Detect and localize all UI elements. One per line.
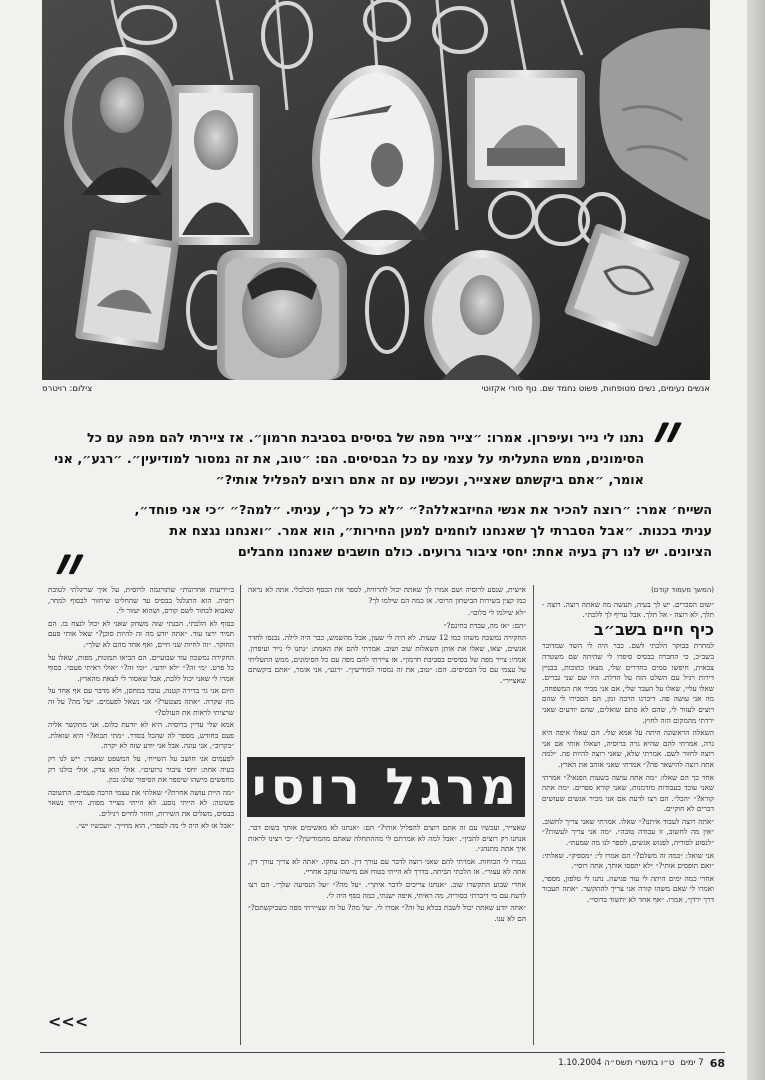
- pullquote-2: השייח׳ אמר: ״רוצה להכיר את אנשי החיזבאללה?״ ״לא כל כך״, עניתי. ״למה?״ ״כי אני פוחד״, עניתי בכנות. ״אבל הסברתי לך שאנחנו לוחמים למען החירות״, הוא אמר. ״ואנחנו נגצח את הציונים. יש לנו רק בעיה אחת: יחסי ציבור גרועים. כולם חושבים שאנחנו מחבלים: [134, 503, 712, 560]
- quote-mark-2: ״: [54, 522, 86, 621]
- paragraph: החקירה נמשכה משהו כמו 12 שעות. לא היה לי שעון, אבל מהשמש, כבר היה לילה. נכנסו לחדר אנשים, יצאו, שאלו את אותן השאלות שוב ושוב. אמרתי להם את האמת: ״נתנו לי נייר ועיפרון. אמרו: צייר מפה של בסיסים בסביבת חרמון״. אז ציירתי להם מפה עם כל הסימונים, ממש התעליתי על עצמי עם כל הבסיסים. הם: ״טוב, את זה נמסור למודיעין״. ״רגע״, אני אומר, ״אתם ביקשתם שאצייר״.: [248, 633, 526, 685]
- paragraph: אני שואל: ״כמה זה משלם?״ הם אמרו לי: ״מספיק״. שאלתי: ״ואם תופסים אותי?״ ״לא יתפסו אותך, אתה רוסי״.: [542, 850, 714, 871]
- paragraph: שאצייר, ועכשיו עם זה אתם רוצים להפליל אותי?״ הם: ״אנחנו לא מאשימים אותך בשום דבר. אנחנו רק רוצים להבין״. ״אבל למה לא אמרתם לי מההתחלה שאתם מהמודיעין?״ ״כי רצינו לראות איך אתה מתנהג״.: [248, 823, 526, 854]
- photo-caption: אנשים נעימים, נשים מטופחות, פשוט נחמד שם. נוף סורי אקזוטי: [481, 384, 710, 394]
- article-column-middle-top: [248, 585, 526, 753]
- keychains-photo: [42, 0, 710, 380]
- quote-mark-1: ״: [652, 390, 684, 489]
- article-column-left: [48, 585, 234, 1005]
- paragraph: ״הם: ״אז מה, עבדת בחינם?״: [443, 620, 526, 630]
- paragraph: לפעמים אני חושב על השייח׳, על המשפט שאמר: ״יש לנו רק בעיה אחת: יחסי ציבור גרועים״. אולי הוא צדק. אולי כולנו רק מחפשים מישהו שיספר את הסיפור שלנו נכון.: [48, 753, 234, 785]
- page-footer: [40, 1052, 725, 1073]
- paragraph: ״אתה רוצה לעבוד איתנו?״ שאלו. אמרתי שאני צריך לחשוב. ״אין מה לחשוב, זו עבודה טובה״. ״מה אני צריך לעשות?״ ״לנסוע לסוריה, לפגוש אנשים, לספר לנו מה שמעת״.: [542, 816, 714, 848]
- paragraph: אחרי כמה ימים היתה לי עוד פגישה. נתנו לי טלפון, מספר, ואמרו לי שאם משהו קורה אני צריך להתקשר. ״אתה תעבור דרך ירדן״, אמרו. ״אף אחד לא יחשוד ברוסי״.: [542, 873, 714, 905]
- keychain-dome-2: [75, 229, 179, 350]
- photo-caption-row: [42, 380, 710, 398]
- page-edge: [747, 0, 765, 1080]
- paragraph: אחר כך הם שאלו: ״מה אתה עושה בשעות הפנאי?״ אמרתי שאני עובד בעבודות מזדמנות, שאני קורא ספרים. ״מה אתה קורא?״ ״הכל״. הם רצו לדעת אם אני מכיר אנשים שעושים דברים לא חוקיים.: [542, 772, 714, 814]
- keychains-illustration: [42, 0, 710, 380]
- paragraph: למחרת בבוקר הלכתי לשם. כבר היה לי השד שמדובר בשב״כ, כי החברה בבסיס סיפרו לי שהיתה שם משטרה צבאית, חיפשו סמים בחדרים שלי, מצאו כתובות, בבניין דירות רגיל עם השלט הזה על הדלת. היו שם שני גברים. שאלו עליי, שאלו על העבר שלי, אם אני מכיר את המשפחה, מה אני עושה פה. דיברנו הרבה זמן, הם הסבירו לי שהם רוצים לעזור לי, שהם לא סתם שואלים, שהם יודעים שאני ירדתי מהמקום הזה לחוץ.: [542, 641, 714, 725]
- article-column-middle-bottom: [248, 823, 526, 1045]
- paragraph: ב״ידיעות אחרונות״ שתורגמה לרוסית, על איך שריגלתי לטובת רוסיה. הוא התגלגל בבסיס עד שהחליט שיחזור לבסוף למחר, שאבוא לבחור לשם קורס, ושהוא יעזור לי.: [48, 585, 234, 616]
- paragraph: אישית, שנסע לרוסיה ושם אמרו לך שאתה יכול להרוויח, לספר את הכסף הכלכלי. אתה לא נראה כמו קצין בשירות הביטחון הרוסי. אז כמה הם שילמו לך?: [248, 585, 526, 605]
- continue-marker: <<<: [48, 1012, 89, 1031]
- paragraph: החקירה נמשכה עוד שבועיים. הם הביאו תמונות, מפות, שאלו על כל פרט. ״מי זה?״ ״לא יודע״. ״ומי זה?״ ״אולי ראיתי פעם״. בסוף אמרו לי שאני יכול ללכת, אבל שאסור לי לצאת מהארץ.: [48, 652, 234, 683]
- paragraph: ״לא שילמו לי כלום״.: [467, 608, 526, 618]
- pullquote-1: נתנו לי נייר ועיפרון. אמרו: ״צייר מפה של בסיסים בסביבת חרמון״. אז ציירתי להם מפה עם כל הסימונים, ממש התעליתי על עצמי עם כל הבסיסים. הם: ״טוב, את זה נמסור למודיעין״. ״רגע״, אני אומר, ״אתם ביקשתם שאצייר, ועכשיו עם זה אתם רוצים להפליל אותי?״: [54, 431, 644, 488]
- paragraph: אחרי שבוע התקשרו שוב. ״אנחנו צריכים לדבר איתך״. ״על מה?״ ״על הנסיעה שלך״. הם רצו לדעת עם מי דיברתי בסוריה, מה ראיתי, איפה ישנתי, כמה כסף היה לי.: [248, 879, 526, 900]
- column-rule-1: [240, 585, 241, 1045]
- paragraph: ״אתה יודע שאתה יכול לשבת בכלא על זה?״ אמרו לי. ״על מה? על זה שציירתי מפה כשביקשתם?״ הם לא ענו.: [248, 903, 526, 923]
- column-rule-2: [533, 585, 534, 1045]
- article-subhead: כיף חיים בשב״ב: [593, 619, 714, 639]
- paragraph: אמא שלי עדיין ברוסיה. היא לא יודעת כלום. אני מתקשר אליה פעם בחודש, מספר לה שהכל בסדר. ״מתי תבוא?״ היא שואלת. ״בקרוב״, אני עונה. אבל אני יודע שזה לא יקרה.: [48, 720, 234, 751]
- paragraph: בסוף לא הלכתי. הבנתי שזה משחק שאני לא יכול לנצח בו. הם תמיד ירצו עוד. ״אתה יודע מה זה להיות סוכן?״ שאל אותי פעם החוקר. ״זה לחיות שני חיים, ואף אחד מהם לא שלך״.: [48, 618, 234, 649]
- page-number: 68: [709, 1056, 725, 1070]
- footer-date: ט״ו בתשרי תשס״ה 1.10.2004: [558, 1058, 675, 1068]
- paragraph: היום אני גר בדירה קטנה, עובד במחסן, ולא מדבר עם אף אחד על מה שקרה. ״אתה מצטער?״ אני נשאל לפעמים. ״על מה? על זה שרציתי לראות את העולם?״: [48, 686, 234, 717]
- continued-note: (המשך מעמוד קודם): [651, 586, 714, 594]
- photo-credit: צילום: רויטרס: [42, 384, 93, 394]
- paragraph: ״אבל אז לא היה לי מה לספר״, הוא מחייך. ״ועכשיו יש״.: [76, 821, 234, 831]
- paragraph: נגמרו לי הכוחות. אמרתי להם שאני רוצה לדבר עם עורך דין. הם צחקו. ״אתה לא צריך עורך דין, אתה לא עצור״. אז הלכתי הביתה. בדרך לא הייתי בטוח אם מישהו עוקב אחריי.: [248, 856, 526, 877]
- paragraph: ״מה היית עושה אחרת?״ שאלתי את עצמי הרבה פעמים. התשובה פשוטה: לא הייתי נוסע. לא הייתי מצייר מפות. הייתי נשאר בבסיס, משלים את השירות, וחוזר לחיים רגילים.: [48, 787, 234, 818]
- footer-section: 7 ימים: [680, 1058, 704, 1068]
- paragraph: ״שום הסברים. יש לך בעיה, תעשה מה שאתה רוצה. רוצה - תלך, לא רוצה - אל תלך. אבל עדיף לך ללכת״.: [542, 599, 714, 620]
- article-column-right: [542, 585, 714, 1045]
- article-headline: מרגל רוסי: [247, 757, 525, 817]
- paragraph: השאלה הראשונה היתה על אמא שלי. הם שאלו איפה היא גרה, אמרתי להם שהיא גרה ברוסיה, ושאלו אותי אם אני רוצה לחזור לשם. אמרתי שלא, שאני רוצה להיות פה. ״למה אתה רוצה להישאר פה?״ אמרתי שאני אוהב את הארץ.: [542, 728, 714, 769]
